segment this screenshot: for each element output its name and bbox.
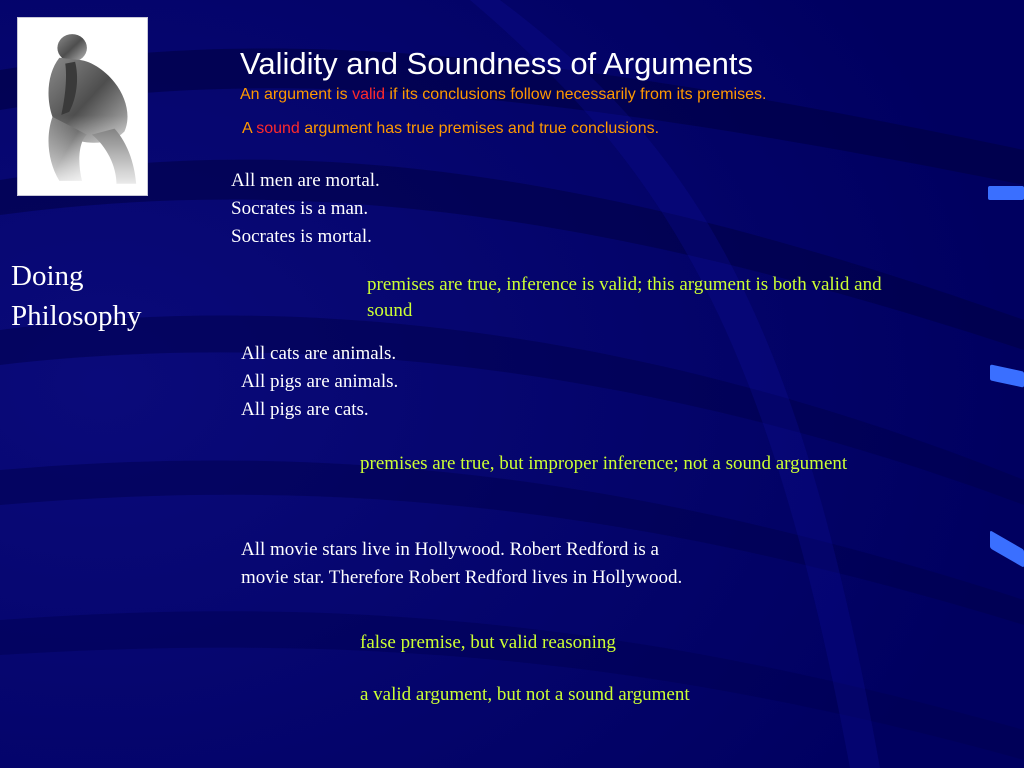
slide-title: Validity and Soundness of Arguments (240, 46, 753, 81)
premise-line: All cats are animals. (241, 343, 397, 364)
highlight-word-valid: valid (352, 86, 385, 103)
side-title (11, 256, 142, 336)
conclusion-line: Socrates is mortal. (231, 226, 372, 247)
thinker-statue-photo (17, 17, 148, 196)
right-edge-mark (988, 186, 1024, 200)
argument-line: movie star. Therefore Robert Redford lives in Hollywood. (241, 567, 683, 588)
conclusion-line: All pigs are cats. (241, 399, 369, 420)
argument-line: All movie stars live in Hollywood. Robert Redford is a (241, 539, 659, 560)
premise-line: All men are mortal. (231, 170, 380, 191)
definition-text: if its conclusions follow necessarily from its premises. (384, 86, 767, 103)
commentary-example-3-conclusion: a valid argument, but not a sound argument (360, 684, 690, 705)
premise-line: Socrates is a man. (231, 198, 369, 219)
valid-definition (240, 86, 766, 104)
side-title-line: Doing (11, 260, 84, 292)
commentary-example-2: premises are true, but improper inference; not a sound argument (360, 453, 848, 474)
thinker-statue-icon (18, 18, 147, 195)
commentary-example-3: false premise, but valid reasoning (360, 632, 616, 653)
argument-example-2 (241, 340, 398, 424)
argument-example-3 (241, 536, 682, 592)
argument-example-1 (231, 167, 380, 251)
definition-text: An argument is (240, 86, 353, 103)
definition-text: A (242, 120, 257, 137)
side-title-line: Philosophy (11, 300, 142, 332)
premise-line: All pigs are animals. (241, 371, 399, 392)
sound-definition (242, 120, 659, 138)
definition-text: argument has true premises and true conclusions. (299, 120, 660, 137)
highlight-word-sound: sound (256, 120, 300, 137)
commentary-example-1: premises are true, inference is valid; this argument is both valid and sound (367, 274, 882, 321)
